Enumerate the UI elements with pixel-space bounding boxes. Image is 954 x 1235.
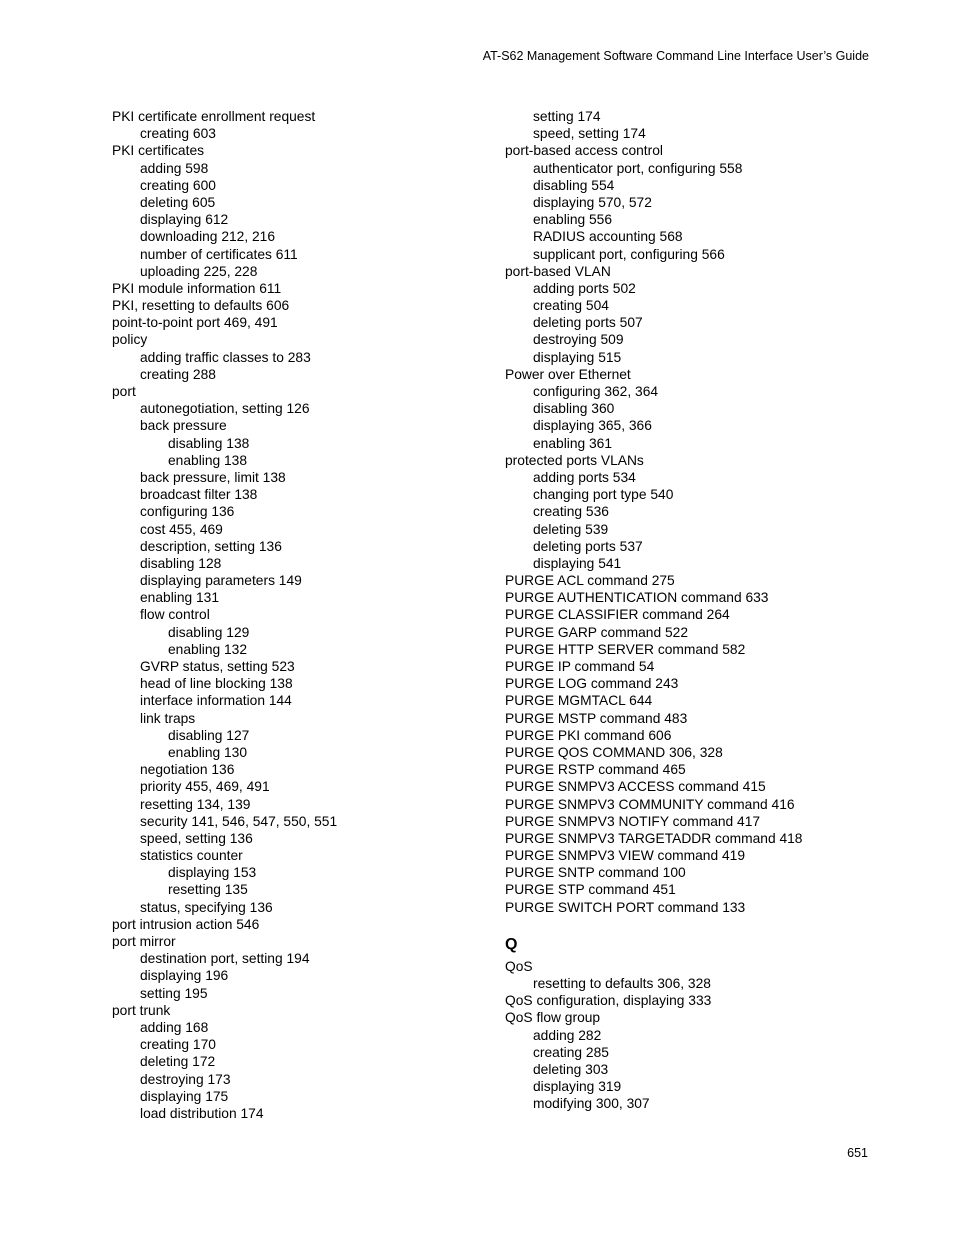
index-entry: PKI, resetting to defaults 606: [112, 298, 290, 314]
index-subentry: creating 288: [140, 366, 216, 382]
index-subentry: adding ports 502: [533, 280, 636, 296]
index-entry: port mirror: [112, 934, 176, 949]
index-subentry: resetting 134, 139: [140, 796, 251, 812]
index-subentry: statistics counter: [140, 848, 243, 864]
index-subentry: displaying 365, 366: [533, 418, 652, 434]
index-subentry: configuring 362, 364: [533, 384, 659, 399]
index-entry: PURGE PKI command 606: [505, 727, 672, 743]
index-entry: PURGE SWITCH PORT command 133: [505, 899, 746, 915]
index-subentry: negotiation 136: [140, 762, 235, 778]
index-subentry: enabling 130: [168, 744, 248, 760]
index-entry: PURGE IP command 54: [505, 659, 655, 674]
index-entry: PURGE SNMPV3 VIEW command 419: [505, 848, 745, 864]
index-entry: port: [112, 384, 136, 399]
index-entry: QoS: [505, 958, 533, 974]
index-entry: PURGE SNMPV3 COMMUNITY command 416: [505, 796, 795, 812]
index-subentry: creating 504: [533, 298, 609, 314]
index-subentry: setting 174: [533, 109, 601, 124]
index-subentry: RADIUS accounting 568: [533, 229, 683, 245]
index-subentry: disabling 554: [533, 177, 615, 193]
index-subentry: displaying 570, 572: [533, 194, 652, 210]
index-entry: PKI certificate enrollment request: [112, 109, 316, 124]
index-column-right: [505, 108, 885, 1113]
index-subentry: modifying 300, 307: [533, 1096, 650, 1112]
index-entry: PURGE GARP command 522: [505, 624, 689, 640]
index-subentry: interface information 144: [140, 693, 292, 709]
index-entry: policy: [112, 332, 148, 348]
index-subentry: creating 285: [533, 1044, 609, 1060]
index-entry: PURGE LOG command 243: [505, 676, 679, 692]
index-subentry: adding 282: [533, 1027, 602, 1043]
index-subentry: adding 168: [140, 1019, 209, 1035]
index-subentry: disabling 360: [533, 401, 615, 417]
index-subentry: creating 600: [140, 177, 216, 193]
index-subentry: number of certificates 611: [140, 246, 298, 262]
index-subentry: flow control: [140, 607, 210, 623]
index-subentry: description, setting 136: [140, 538, 282, 554]
index-subentry: resetting to defaults 306, 328: [533, 976, 711, 991]
index-subentry: displaying 319: [533, 1079, 622, 1095]
index-subentry: enabling 556: [533, 212, 613, 228]
index-entry: PURGE AUTHENTICATION command 633: [505, 590, 769, 606]
index-subentry: adding 598: [140, 160, 209, 176]
index-entry: PURGE ACL command 275: [505, 573, 675, 589]
index-subentry: deleting 172: [140, 1054, 216, 1070]
index-entry: port intrusion action 546: [112, 916, 260, 932]
index-entry: PURGE MSTP command 483: [505, 710, 688, 726]
index-subentry: back pressure, limit 138: [140, 469, 286, 485]
index-entry: PURGE QOS COMMAND 306, 328: [505, 744, 723, 760]
index-subentry: setting 195: [140, 985, 208, 1001]
index-subentry: enabling 138: [168, 452, 248, 468]
index-subentry: downloading 212, 216: [140, 229, 276, 245]
index-entry: protected ports VLANs: [505, 452, 644, 468]
index-subentry: displaying 612: [140, 212, 229, 228]
page-number: 651: [847, 1146, 868, 1160]
index-entry: QoS flow group: [505, 1010, 601, 1026]
section-letter-heading: Q: [505, 935, 518, 953]
index-subentry: cost 455, 469: [140, 521, 223, 537]
index-subentry: enabling 132: [168, 641, 248, 657]
index-subentry: displaying 515: [533, 349, 622, 365]
index-subentry: load distribution 174: [140, 1105, 264, 1121]
index-entry: QoS configuration, displaying 333: [505, 993, 712, 1009]
index-entry: port-based access control: [505, 143, 663, 159]
index-entry: PURGE SNMPV3 NOTIFY command 417: [505, 813, 761, 829]
index-subentry: deleting 303: [533, 1061, 609, 1077]
index-subentry: uploading 225, 228: [140, 263, 258, 279]
index-subentry: disabling 138: [168, 435, 250, 451]
index-subentry: deleting ports 507: [533, 315, 643, 331]
index-subentry: autonegotiation, setting 126: [140, 401, 310, 417]
index-subentry: displaying parameters 149: [140, 573, 302, 589]
index-subentry: displaying 541: [533, 555, 622, 571]
index-entry: PURGE SNMPV3 TARGETADDR command 418: [505, 830, 803, 846]
index-subentry: destination port, setting 194: [140, 951, 310, 967]
index-subentry: deleting 605: [140, 194, 216, 210]
index-entry: point-to-point port 469, 491: [112, 315, 278, 331]
index-entry: port trunk: [112, 1002, 171, 1018]
index-entry: PURGE STP command 451: [505, 882, 676, 898]
index-subentry: speed, setting 136: [140, 830, 253, 846]
index-subentry: adding ports 534: [533, 469, 636, 485]
index-subentry: destroying 173: [140, 1071, 231, 1087]
index-subentry: priority 455, 469, 491: [140, 779, 270, 795]
index-subentry: disabling 129: [168, 624, 250, 640]
index-subentry: deleting ports 537: [533, 538, 643, 554]
index-subentry: creating 536: [533, 504, 609, 520]
index-entry: port-based VLAN: [505, 263, 611, 279]
index-subentry: GVRP status, setting 523: [140, 659, 295, 674]
index-subentry: destroying 509: [533, 332, 624, 348]
index-subentry: link traps: [140, 710, 196, 726]
index-subentry: speed, setting 174: [533, 126, 646, 142]
index-subentry: status, specifying 136: [140, 899, 273, 915]
index-subentry: enabling 361: [533, 435, 613, 451]
index-subentry: disabling 128: [140, 555, 222, 571]
index-entry: PURGE SNMPV3 ACCESS command 415: [505, 779, 766, 795]
index-subentry: broadcast filter 138: [140, 487, 258, 503]
index-subentry: back pressure: [140, 418, 227, 434]
index-subentry: resetting 135: [168, 882, 248, 898]
index-subentry: displaying 153: [168, 865, 257, 881]
index-column-left: [112, 108, 492, 1122]
index-subentry: displaying 196: [140, 968, 229, 984]
index-entry: Power over Ethernet: [505, 366, 631, 382]
index-subentry: disabling 127: [168, 727, 250, 743]
running-header: AT-S62 Management Software Command Line Interface User’s Guide: [482, 49, 869, 63]
index-subentry: authenticator port, configuring 558: [533, 160, 743, 176]
index-subentry: changing port type 540: [533, 487, 674, 503]
index-subentry: creating 170: [140, 1037, 216, 1053]
index-subentry: security 141, 546, 547, 550, 551: [140, 813, 338, 829]
index-entry: PURGE CLASSIFIER command 264: [505, 607, 730, 623]
index-subentry: supplicant port, configuring 566: [533, 246, 725, 262]
index-subentry: head of line blocking 138: [140, 676, 293, 692]
index-subentry: configuring 136: [140, 504, 235, 520]
index-subentry: deleting 539: [533, 521, 609, 537]
index-entry: PURGE MGMTACL 644: [505, 693, 653, 709]
index-entry: PURGE SNTP command 100: [505, 865, 686, 881]
index-entry: PURGE HTTP SERVER command 582: [505, 641, 746, 657]
index-subentry: displaying 175: [140, 1088, 229, 1104]
index-subentry: adding traffic classes to 283: [140, 349, 311, 365]
index-entry: PURGE RSTP command 465: [505, 762, 686, 778]
index-entry: PKI certificates: [112, 143, 205, 159]
index-subentry: enabling 131: [140, 590, 220, 606]
index-entry: PKI module information 611: [112, 280, 282, 296]
index-subentry: creating 603: [140, 126, 216, 142]
